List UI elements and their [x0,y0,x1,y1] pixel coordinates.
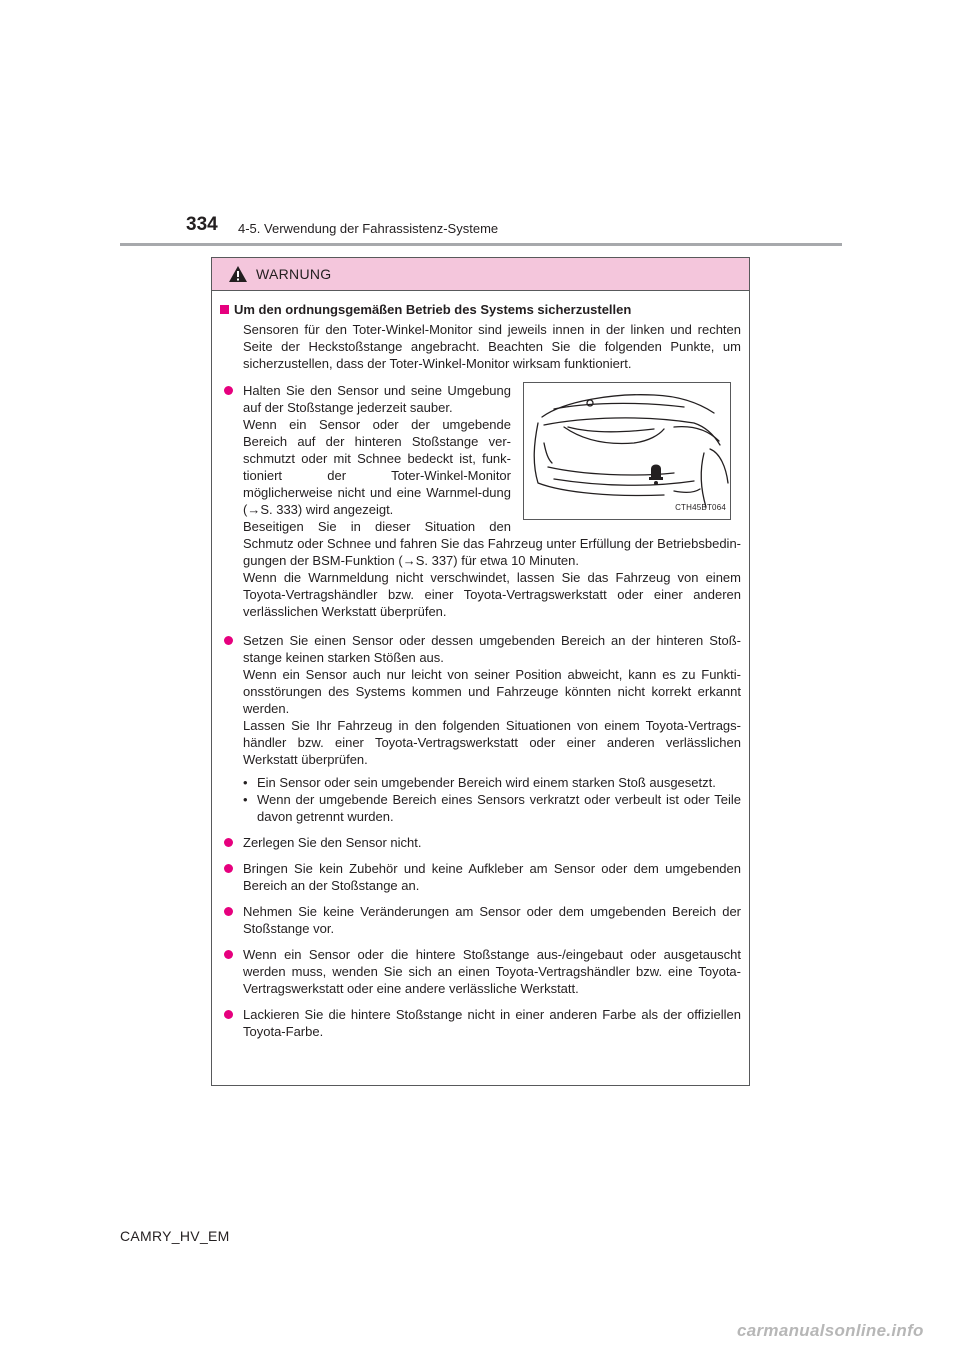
item1-text-b: Wenn ein Sensor oder der umgebende Bereich auf der hinteren Stoßstange ver-schmutzt oder mit Schnee bedeckt ist, funk-tioniert der Toter-Winkel-Monitor möglicherweise nicht und eine Warnmel-dung (→S. 333) wird angezeigt. [243,417,511,517]
bullet-dot-icon [224,838,233,847]
item1-text-a: Halten Sie den Sensor und seine Umgebung auf der Stoßstange jederzeit sauber. [243,383,511,415]
item7-text: Lackieren Sie die hintere Stoßstange nicht in einer anderen Farbe als der offiziellen Toyota-Farbe. [243,1007,741,1039]
square-bullet-icon [220,305,229,314]
bullet-dot-icon [224,636,233,645]
warning-body [212,291,749,1040]
list-item [220,382,741,620]
warning-intro: Sensoren für den Toter-Winkel-Monitor sind jeweils innen in der linken und rechten Seite der Heckstoßstange angebracht. Beachten Sie die folgenden Punkte, um sicherzustellen, dass der Toter-Winkel-Monitor wirksam funktioniert. [243,322,741,371]
bullet-dot-icon [224,386,233,395]
page-number: 334 [186,214,218,235]
sub-bullet-marker: • [243,775,248,790]
item2-text-a: Setzen Sie einen Sensor oder dessen umgebenden Bereich an der hinteren Stoß-stange keinen starken Stößen aus. [243,633,741,665]
header-rule [120,243,842,246]
watermark: carmanualsonline.info [737,1321,924,1340]
item1-text-c: Beseitigen Sie in dieser Situation den Schmutz oder Schnee und fahren Sie das Fahrzeug unter Erfüllung der Betriebsbedin-gungen der BSM-Funktion (→S. 337) für etwa 10 Minuten. [243,519,741,568]
warning-title: WARNUNG [256,266,332,282]
sub-bullet-marker: • [243,792,248,807]
sub-bullet-text: Ein Sensor oder sein umgebender Bereich wird einem starken Stoß ausgesetzt. [257,775,716,790]
warning-header [212,258,749,291]
list-item [220,860,741,894]
item2-text-b: Wenn ein Sensor auch nur leicht von seiner Position abweicht, kann es zu Funkti-onsstörungen des Systems kommen und Fahrzeuge könnten nicht korrekt erkannt werden. [243,667,741,716]
warning-triangle-icon [228,265,248,283]
sub-bullet-list [243,774,741,825]
footer-code: CAMRY_HV_EM [120,1228,230,1244]
bullet-dot-icon [224,950,233,959]
item2-text-c: Lassen Sie Ihr Fahrzeug in den folgenden Situationen von einem Toyota-Vertrags-händler bzw. einer Toyota-Vertragswerkstatt oder einer anderen verlässlichen Werkstatt überprüfen. [243,718,741,767]
bullet-dot-icon [224,1010,233,1019]
item6-text: Wenn ein Sensor oder die hintere Stoßstange aus-/eingebaut oder ausgetauscht werden muss, wenden Sie sich an einen Toyota-Vertragshändler bzw. eine Toyota-Vertragswerkstatt oder eine andere verlässliche Werkstatt. [243,947,741,996]
list-item [220,834,741,851]
warning-heading-text: Um den ordnungsgemäßen Betrieb des Systems sicherzustellen [234,302,632,317]
sub-bullet-item [243,774,741,791]
list-item [220,632,741,825]
item3-text: Zerlegen Sie den Sensor nicht. [243,835,422,850]
figure-code: CTH45BT064 [675,503,726,512]
list-item [220,903,741,937]
list-item [220,1006,741,1040]
item1-text-d: Wenn die Warnmeldung nicht verschwindet, lassen Sie das Fahrzeug von einem Toyota-Vertragshändler bzw. einer Toyota-Vertragswerkstatt oder einer anderen verlässlichen Werkstatt überprüfen. [243,570,741,619]
bullet-dot-icon [224,907,233,916]
sub-bullet-text: Wenn der umgebende Bereich eines Sensors verkratzt oder verbeult ist oder Teile davon getrennt wurden. [257,792,741,824]
item4-text: Bringen Sie kein Zubehör und keine Aufkleber am Sensor oder dem umgebenden Bereich an der Stoßstange an. [243,861,741,893]
item5-text: Nehmen Sie keine Veränderungen am Sensor oder dem umgebenden Bereich der Stoßstange vor. [243,904,741,936]
list-item [220,946,741,997]
warning-heading [220,301,741,318]
rear-bumper-sensor-figure [523,382,731,520]
bullet-dot-icon [224,864,233,873]
warning-box [211,257,750,1086]
section-title: 4-5. Verwendung der Fahrassistenz-Systeme [238,221,499,236]
sub-bullet-item [243,791,741,825]
